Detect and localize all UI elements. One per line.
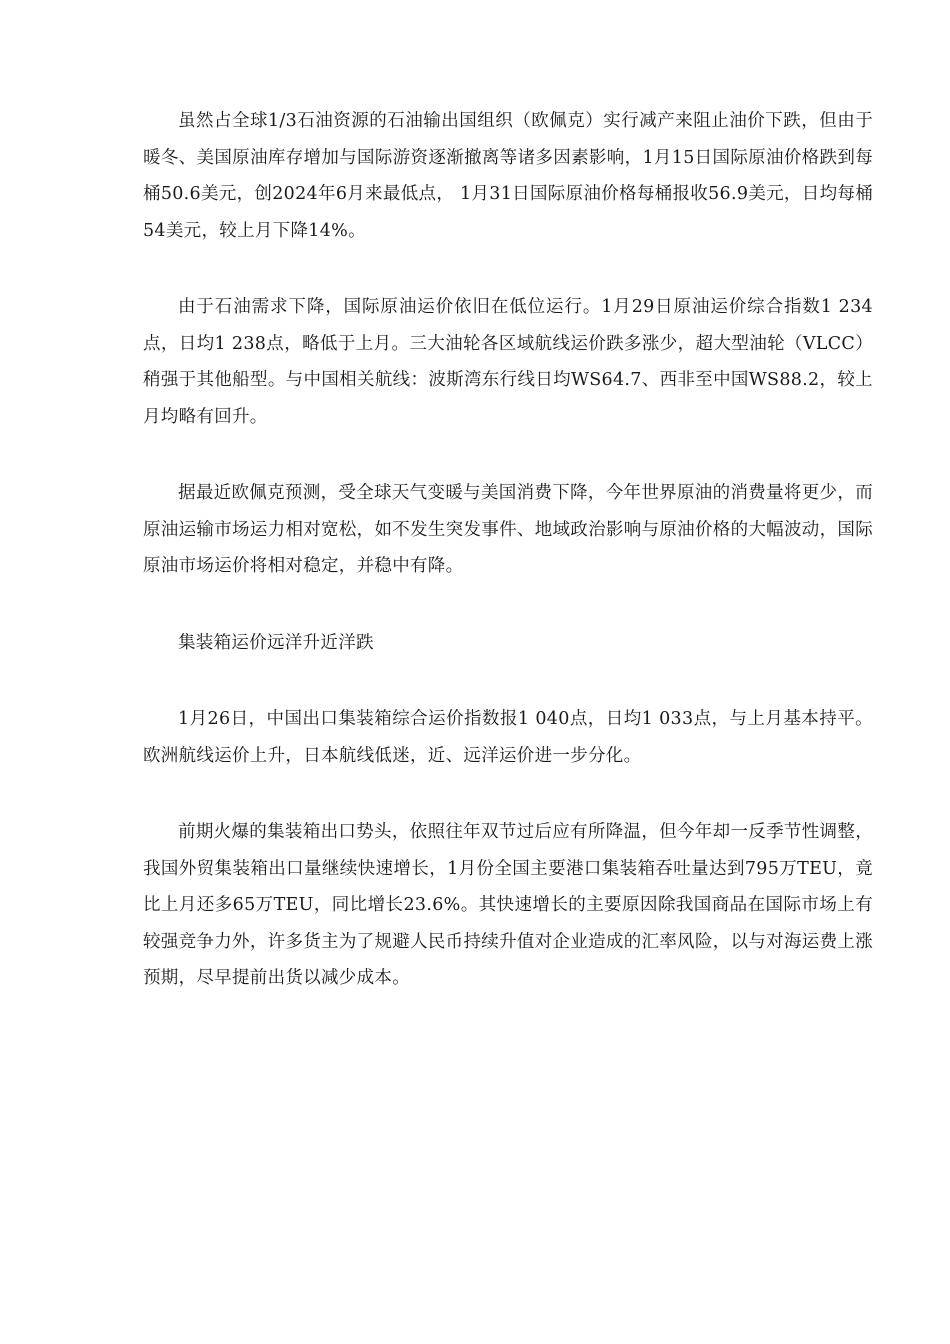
paragraph-crude-freight: 由于石油需求下降，国际原油运价依旧在低位运行。1月29日原油运价综合指数1 234点，日均1 238点，略低于上月。三大油轮各区域航线运价跌多涨少，超大型油轮（VLCC）稍强于其他船型。与中国相关航线：波斯湾东行线日均WS64.7、西非至中国WS88.2，较上月均略有回升。 (143, 297, 873, 427)
paragraph-gap (143, 585, 873, 625)
paragraph-container-exports: 前期火爆的集装箱出口势头，依照往年双节过后应有所降温，但今年却一反季节性调整，我国外贸集装箱出口量继续快速增长，1月份全国主要港口集装箱吞吐量达到795万TEU，竟比上月还多65万TEU，同比增长23.6%。其快速增长的主要原因除我国商品在国际市场上有较强竞争力外，许多货主为了规避人民币持续升值对企业造成的汇率风险，以与对海运费上涨预期，尽早提前出货以减少成本。 (143, 822, 873, 988)
paragraph-container-index: 1月26日，中国出口集装箱综合运价指数报1 040点，日均1 033点，与上月基本持平。欧洲航线运价上升，日本航线低迷，近、远洋运价进一步分化。 (143, 709, 873, 766)
paragraph-opec-forecast: 据最近欧佩克预测，受全球天气变暖与美国消费下降，今年世界原油的消费量将更少，而原油运输市场运力相对宽松，如不发生突发事件、地域政治影响与原油价格的大幅波动，国际原油市场运价将相对稳定，并稳中有降。 (143, 483, 873, 576)
paragraph-gap (143, 435, 873, 475)
paragraph-gap (143, 661, 873, 701)
section-heading-container: 集装箱运价远洋升近洋跌 (178, 632, 374, 653)
paragraph-crude-oil-price: 虽然占全球1/3石油资源的石油输出国组织（欧佩克）实行减产来阻止油价下跌，但由于暖冬、美国原油库存增加与国际游资逐渐撤离等诸多因素影响，1月15日国际原油价格跌到每桶50.6美元，创2024年6月来最低点， 1月31日国际原油价格每桶报收56.9美元，日均每桶54美元，较上月下降14%。 (143, 111, 873, 241)
paragraph-gap (143, 774, 873, 814)
document-body (143, 103, 873, 997)
paragraph-gap (143, 249, 873, 289)
